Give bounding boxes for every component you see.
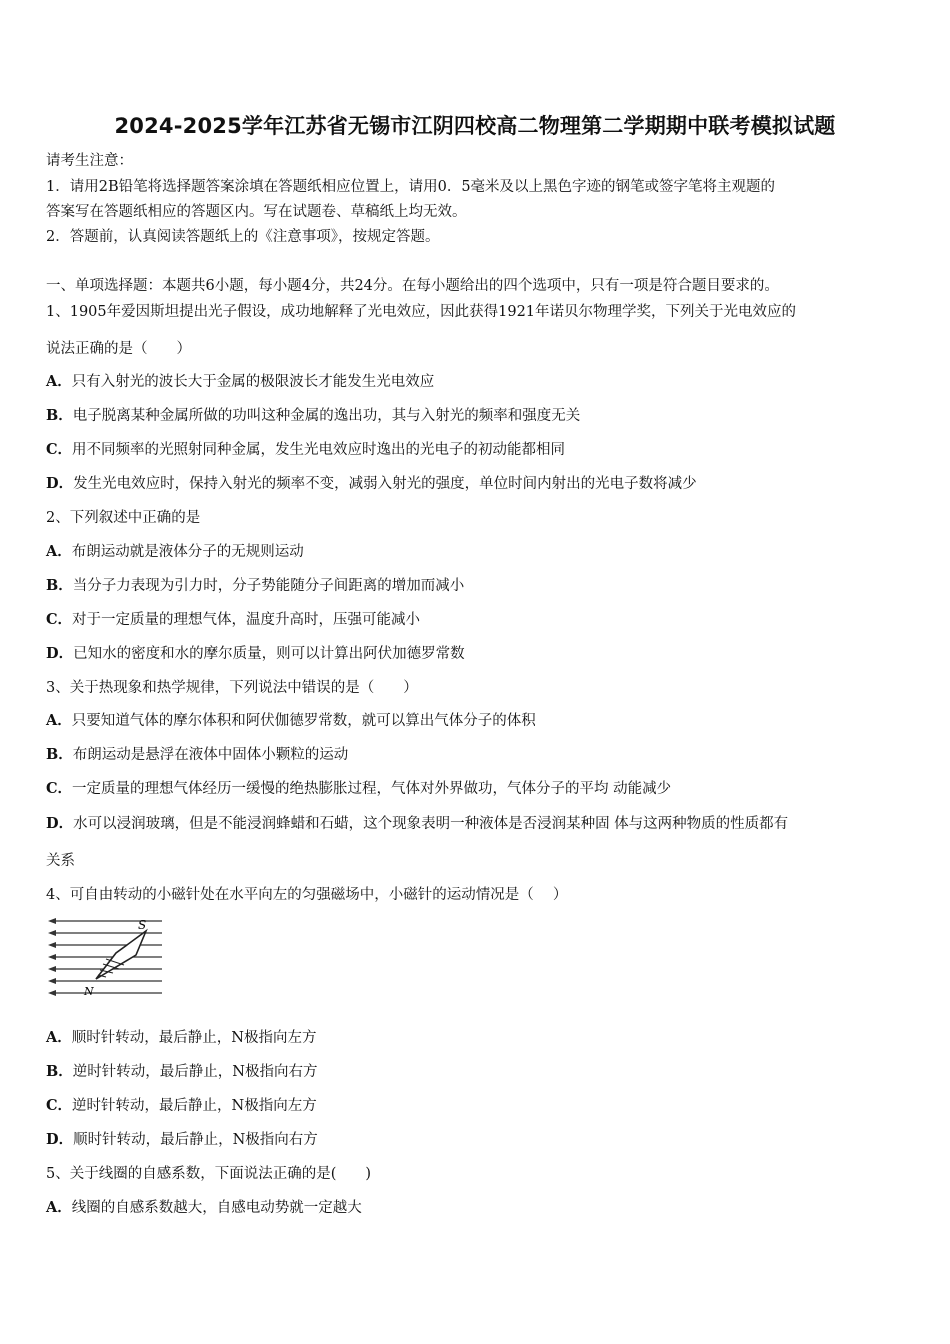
question-1-option-c: C．用不同频率的光照射同种金属，发生光电效应时逸出的光电子的初动能都相同: [46, 441, 566, 458]
notice-item-1-line-1: 1．请用2B铅笔将选择题答案涂填在答题纸相应位置上，请用0．5毫米及以上黑色字迹的钢笔或签字笔将主观题的: [46, 179, 776, 195]
question-4-option-b: B．逆时针转动，最后静止，N极指向右方: [46, 1063, 318, 1080]
question-3-option-c: C．一定质量的理想气体经历一缓慢的绝热膨胀过程，气体对外界做功，气体分子的平均 动能减少: [46, 780, 672, 797]
question-3-option-b: B．布朗运动是悬浮在液体中固体小颗粒的运动: [46, 746, 349, 763]
arrow-left-icon: [48, 930, 56, 936]
arrow-left-icon: [48, 966, 56, 972]
question-4-option-c: C．逆时针转动，最后静止，N极指向左方: [46, 1097, 317, 1114]
question-3-option-a: A．只要知道气体的摩尔体积和阿伏伽德罗常数，就可以算出气体分子的体积: [46, 712, 536, 729]
arrow-left-icon: [48, 978, 56, 984]
question-5-option-a: A．线圈的自感系数越大，自感电动势就一定越大: [46, 1199, 362, 1216]
question-3-stem: 3、关于热现象和热学规律，下列说法中错误的是（ ）: [46, 680, 418, 696]
question-4-option-d: D．顺时针转动，最后静止，N极指向右方: [46, 1131, 318, 1148]
question-5-stem: 5、关于线圈的自感系数，下面说法正确的是( ): [46, 1166, 372, 1182]
question-2-option-c: C．对于一定质量的理想气体，温度升高时，压强可能减小: [46, 611, 421, 628]
arrow-left-icon: [48, 954, 56, 960]
question-1-stem-line-1: 1、1905年爱因斯坦提出光子假设，成功地解释了光电效应，因此获得1921年诺贝尔物理学奖，下列关于光电效应的: [46, 304, 797, 320]
question-3-option-d: D．水可以浸润玻璃，但是不能浸润蜂蜡和石蜡，这个现象表明一种液体是否浸润某种固 体与这两种物质的性质都有: [46, 815, 789, 832]
question-1-stem-line-2: 说法正确的是（ ）: [46, 341, 191, 357]
needle-label-s: S: [138, 918, 147, 932]
question-2-option-d: D．已知水的密度和水的摩尔质量，则可以计算出阿伏加德罗常数: [46, 645, 465, 662]
page-title: 2024-2025学年江苏省无锡市江阴四校高二物理第二学期期中联考模拟试题: [114, 114, 836, 138]
section-header: 一、单项选择题：本题共6小题，每小题4分，共24分。在每小题给出的四个选项中，只有一项是符合题目要求的。: [46, 278, 779, 294]
question-2-option-a: A．布朗运动就是液体分子的无规则运动: [46, 543, 304, 560]
question-3-option-d-continued: 关系: [46, 853, 75, 869]
question-1-option-a: A．只有入射光的波长大于金属的极限波长才能发生光电效应: [46, 373, 435, 390]
arrow-left-icon: [48, 990, 56, 996]
notice-item-2: 2．答题前，认真阅读答题纸上的《注意事项》，按规定答题。: [46, 229, 440, 245]
arrow-left-icon: [48, 918, 56, 924]
notice-heading: 请考生注意：: [46, 153, 133, 169]
question-2-option-b: B．当分子力表现为引力时，分子势能随分子间距离的增加而减小: [46, 577, 465, 594]
question-1-option-d: D．发生光电效应时，保持入射光的频率不变，减弱入射光的强度，单位时间内射出的光电子数将减少: [46, 475, 697, 492]
question-4-option-a: A．顺时针转动，最后静止，N极指向左方: [46, 1029, 317, 1046]
question-2-stem: 2、下列叙述中正确的是: [46, 510, 201, 526]
notice-item-1-line-2: 答案写在答题纸相应的答题区内。写在试题卷、草稿纸上均无效。: [46, 204, 467, 220]
question-1-option-b: B．电子脱离某种金属所做的功叫这种金属的逸出功，其与入射光的频率和强度无关: [46, 407, 581, 424]
question-4-stem: 4、可自由转动的小磁针处在水平向左的匀强磁场中，小磁针的运动情况是（ ）: [46, 887, 568, 903]
needle-label-n: N: [84, 985, 94, 997]
arrow-left-icon: [48, 942, 56, 948]
compass-needle: [96, 931, 146, 979]
compass-needle-figure: [44, 915, 166, 997]
